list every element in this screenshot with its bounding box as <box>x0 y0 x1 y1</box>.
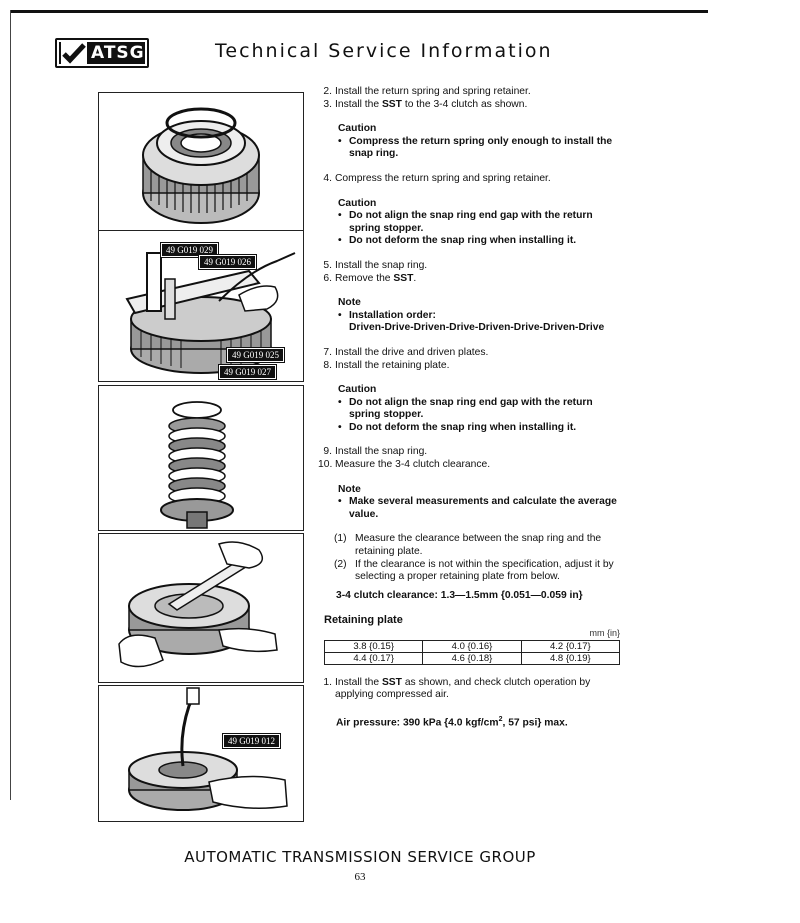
note-2-item: • Make several measurements and calculate the average value. <box>338 496 617 520</box>
substep-1: (1) Measure the clearance between the snap ring and the retaining plate. <box>334 533 602 558</box>
figure-plate-stack <box>98 385 304 531</box>
retaining-plate-table <box>324 640 620 665</box>
page-number: 63 <box>354 871 366 883</box>
footer-title: AUTOMATIC TRANSMISSION SERVICE GROUP <box>184 848 536 866</box>
step-4: 4. Compress the return spring and spring retainer. <box>323 172 551 184</box>
caution-3-item-1: • Do not align the snap ring end gap with the return spring stopper. <box>338 396 593 421</box>
left-rule <box>10 10 11 800</box>
caution-3-title: Caution <box>338 384 377 396</box>
figure-clutch-drum <box>98 92 304 232</box>
step-9: 9. Install the snap ring. <box>323 446 428 458</box>
caution-2-title: Caution <box>338 197 377 209</box>
caution-3-item-2: • Do not deform the snap ring when installing it. <box>338 421 577 433</box>
installation-order: Driven-Drive-Driven-Drive-Driven-Drive-Driven-Drive <box>349 322 605 334</box>
clutch-drum-illustration <box>99 93 303 231</box>
tool-tag-029: 49 G019 029 <box>161 243 218 257</box>
table-row: 4.4 {0.17} 4.6 {0.18} 4.8 {0.19} <box>325 652 620 664</box>
note-1-title: Note <box>338 297 361 309</box>
tool-tag-026: 49 G019 026 <box>199 255 256 269</box>
tool-tag-025: 49 G019 025 <box>227 348 284 362</box>
caution-2-item-1: • Do not align the snap ring end gap with the return spring stopper. <box>338 210 593 234</box>
note-1-item: • Installation order: <box>338 309 436 321</box>
figure-sst-installed <box>98 230 304 382</box>
air-check-illustration <box>99 686 303 821</box>
procedure-text <box>318 86 620 730</box>
air-pressure-spec: Air pressure: 390 kPa {4.0 kgf/$cm^2$, 57 psi} max. <box>336 715 568 729</box>
caution-2-item-2: • Do not deform the snap ring when installing it. <box>338 235 577 247</box>
tool-tag-012: 49 G019 012 <box>223 734 280 748</box>
tool-tag-027: 49 G019 027 <box>219 365 276 379</box>
step-8: 8. Install the retaining plate. <box>323 359 450 371</box>
table-unit: mm {in} <box>589 628 620 638</box>
clearance-spec: 3-4 clutch clearance: 1.3—1.5mm {0.051—0.059 in} <box>336 589 583 601</box>
atsg-logo <box>55 38 149 68</box>
step-2: 2. Install the return spring and spring retainer. <box>323 86 531 97</box>
note-2-title: Note <box>338 483 361 495</box>
caution-1-title: Caution <box>338 123 377 135</box>
substep-2: (2) If the clearance is not within the specification, adjust it by selecting a proper retaining plate from below. <box>334 558 614 583</box>
feeler-gauge-illustration <box>99 534 303 682</box>
step-final: 1. Install the SST as shown, and check clutch operation by applying compressed air. <box>323 676 591 701</box>
step-6: 6. Remove the SST. <box>323 272 417 284</box>
logo-text: ATSG <box>91 43 145 63</box>
page-title: Technical Service Information <box>215 40 553 62</box>
step-10: 10. Measure the 3-4 clutch clearance. <box>318 459 491 471</box>
step-5: 5. Install the snap ring. <box>323 259 428 271</box>
step-3: 3. Install the SST to the 3-4 clutch as shown. <box>323 98 528 110</box>
plate-stack-illustration <box>99 386 303 530</box>
checkmark-icon <box>61 42 87 64</box>
top-rule <box>10 10 708 13</box>
figure-measure-clearance <box>98 533 304 683</box>
step-7: 7. Install the drive and driven plates. <box>323 346 489 358</box>
figure-air-check <box>98 685 304 822</box>
caution-1-item: • Compress the return spring only enough to install the snap ring. <box>338 135 613 160</box>
table-row: 3.8 {0.15} 4.0 {0.16} 4.2 {0.17} <box>325 640 620 652</box>
retaining-plate-title: Retaining plate <box>324 614 403 627</box>
